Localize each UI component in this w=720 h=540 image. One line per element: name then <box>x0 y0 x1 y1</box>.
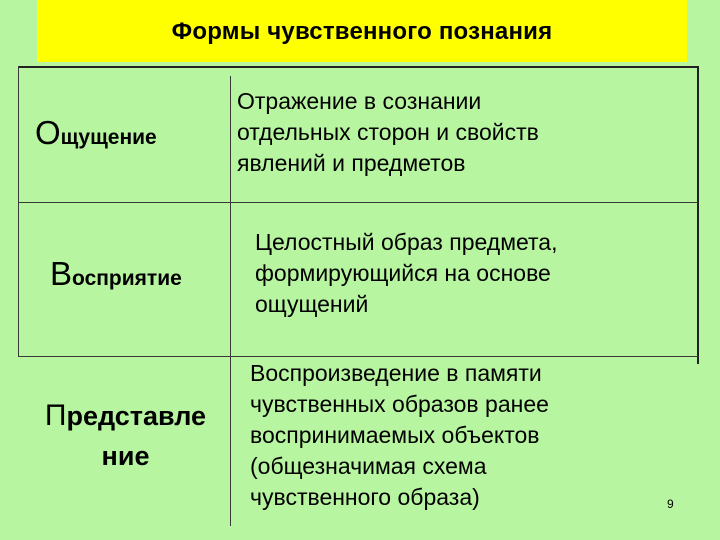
term-line-1 <box>28 396 223 436</box>
definition-predstavlenie <box>250 358 549 513</box>
definition-line: формирующийся на основе <box>255 260 551 286</box>
table-left-border <box>18 66 19 356</box>
page-number: 9 <box>667 497 674 511</box>
definition-vospriyatie <box>255 227 558 320</box>
term-initial: О <box>35 114 61 151</box>
definition-line: отдельных сторон и свойств <box>237 119 539 145</box>
term-rest: осприятие <box>72 267 182 290</box>
definition-line: Отражение в сознании <box>237 88 482 114</box>
column-divider <box>230 76 231 526</box>
definition-line: воспринимаемых объектов <box>250 422 540 448</box>
term-vospriyatie <box>50 255 182 293</box>
term-predstavlenie <box>28 396 223 476</box>
row-divider-1 <box>18 202 698 203</box>
definition-line: (общезначимая схема <box>250 453 487 479</box>
term-line-2: ние <box>101 441 150 471</box>
definition-oshchushchenie <box>237 86 539 179</box>
term-rest: редставле <box>66 401 207 431</box>
table-top-border <box>18 66 698 68</box>
definition-line: явлений и предметов <box>237 150 466 176</box>
title-bar <box>37 0 687 62</box>
term-oshchushchenie <box>35 114 157 152</box>
definition-line: Целостный образ предмета, <box>255 229 558 255</box>
term-initial: П <box>44 399 67 432</box>
term-initial: В <box>50 255 73 292</box>
definition-line: Воспроизведение в памяти <box>250 360 542 386</box>
table-right-border <box>697 66 699 364</box>
definition-line: чувственных образов ранее <box>250 391 549 417</box>
row-divider-2 <box>18 356 698 357</box>
definition-line: чувственного образа) <box>250 484 480 510</box>
term-rest: щущение <box>60 126 157 149</box>
definition-line: ощущений <box>255 291 369 317</box>
slide-title: Формы чувственного познания <box>171 18 553 45</box>
